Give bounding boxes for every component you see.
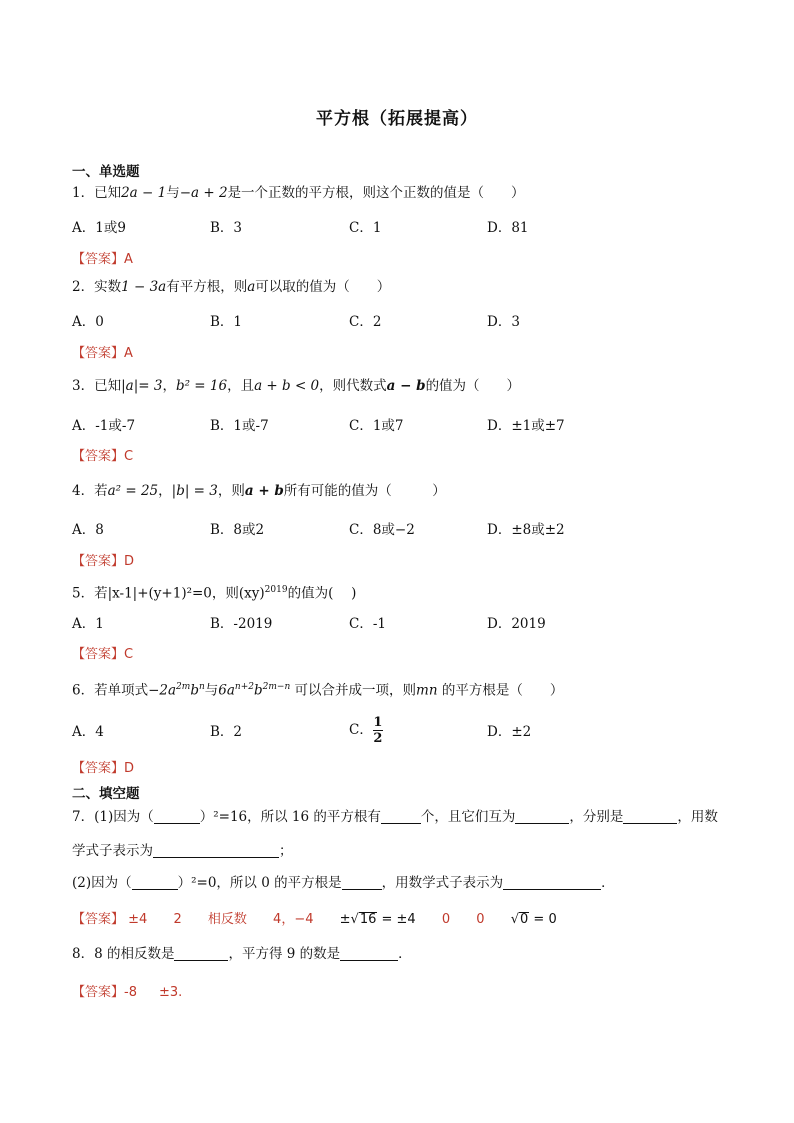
option-a: A．1或9 [72, 220, 126, 236]
answer-6: 【答案】D [72, 761, 135, 776]
option-c: C．2 [349, 314, 382, 330]
option-a: A．8 [72, 522, 104, 538]
answer-5: 【答案】C [72, 647, 134, 662]
answer-8: 【答案】-8 ±3. [72, 985, 183, 1000]
option-c: C．1或7 [349, 418, 404, 434]
question-5: 5．若|x-1|+(y+1)²=0，则(xy)$^{2019}$的值为( ) [72, 585, 357, 602]
blank[interactable] [381, 809, 421, 824]
question-5-options [72, 612, 772, 632]
option-d: D．2019 [487, 616, 546, 632]
question-3-options [72, 414, 772, 434]
question-8: 8．8 的相反数是 ，平方得 9 的数是 ． [72, 946, 412, 962]
option-c: C． $\frac{1}{2}$ [349, 715, 383, 746]
blank[interactable] [174, 946, 228, 961]
question-2: 2．实数1 − 3a有平方根，则a可以取的值为（ ） [72, 279, 391, 295]
question-4: 4．若a² = 25，|b| = 3，则a + b所有可能的值为（ ） [72, 483, 446, 499]
option-d: D．±1或±7 [487, 418, 565, 434]
section-fill-blank: 二、填空题 [72, 786, 140, 802]
page-title: 平方根（拓展提高） [316, 109, 478, 129]
option-c: C．-1 [349, 616, 386, 632]
section-single-choice: 一、单选题 [72, 164, 140, 180]
option-b: B．3 [210, 220, 243, 236]
option-a: A．1 [72, 616, 104, 632]
blank[interactable] [503, 875, 601, 890]
blank[interactable] [515, 809, 569, 824]
expr: −a + 2 [179, 185, 228, 201]
question-6-options [72, 716, 772, 746]
answer-3: 【答案】C [72, 449, 134, 464]
blank[interactable] [132, 875, 178, 890]
question-2-options [72, 310, 772, 330]
expr: 2a − 1 [121, 185, 167, 201]
option-b: B．2 [210, 724, 243, 740]
blank[interactable] [342, 875, 382, 890]
blank[interactable] [340, 946, 398, 961]
option-a: A．4 [72, 724, 104, 740]
question-7-line-3: (2)因为（ ）²=0，所以 0 的平方根是 ，用数学式子表示为 ． [72, 875, 615, 891]
question-3: 3．已知|a|= 3，b² = 16，且a + b < 0，则代数式a − b的值为（ ） [72, 378, 521, 394]
blank[interactable] [154, 809, 200, 824]
option-c: C．1 [349, 220, 382, 236]
option-b: B．-2019 [210, 616, 273, 632]
question-1-options [72, 216, 772, 236]
question-6: 6．若单项式$-2a^{2m}b^n$与$6a^{n+2}b^{2m-n}$ 可以合并成一项，则mn 的平方根是（ ） [72, 682, 564, 699]
option-d: D．±8或±2 [487, 522, 565, 538]
question-1: 1．已知2a − 1与−a + 2是一个正数的平方根，则这个正数的值是（ ） [72, 185, 525, 201]
answer-formula: ±√16 = ±4 [339, 912, 416, 927]
option-a: A．-1或-7 [72, 418, 136, 434]
answer-1: 【答案】A [72, 252, 133, 267]
answer-2: 【答案】A [72, 346, 133, 361]
option-b: B．1 [210, 314, 243, 330]
option-b: B．1或-7 [210, 418, 269, 434]
blank[interactable] [153, 843, 279, 858]
option-b: B．8或2 [210, 522, 265, 538]
answer-4: 【答案】D [72, 554, 135, 569]
option-d: D．81 [487, 220, 529, 236]
answer-7: 【答案】 ±4 2 相反数 4，−4 ±√16 = ±4 0 0 √0 = 0 [72, 912, 557, 927]
question-7-line-1: 7．(1)因为（ ）²=16，所以 16 的平方根有 个，且它们互为 ，分别是 ，用数 [72, 809, 718, 825]
question-7-line-2: 学式子表示为 ； [72, 843, 293, 859]
option-d: D．±2 [487, 724, 532, 740]
option-d: D．3 [487, 314, 520, 330]
question-4-options [72, 518, 772, 538]
answer-formula: √0 = 0 [510, 912, 557, 927]
option-a: A．0 [72, 314, 104, 330]
option-c: C．8或−2 [349, 522, 415, 538]
blank[interactable] [623, 809, 677, 824]
fraction-one-half: $\frac{1}{2}$ [373, 715, 383, 746]
